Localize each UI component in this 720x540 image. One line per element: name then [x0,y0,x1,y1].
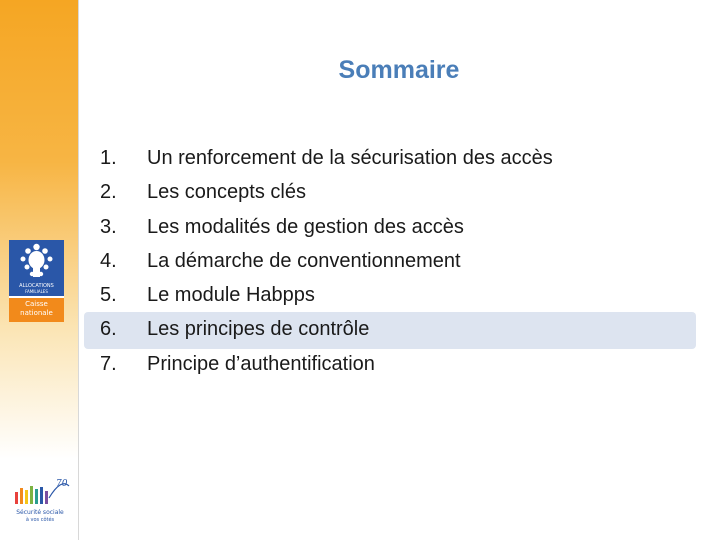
caf-logo [9,240,64,322]
secu-emblem-icon [9,472,71,508]
secu-logo-line2: à vos côtés [25,517,55,523]
item-text: Un renforcement de la sécurisation des accès [147,147,553,169]
item-text: Les concepts clés [147,181,306,204]
caf-logo-line4: nationale [20,309,53,317]
caf-logo-line2: FAMILIALES [25,289,48,294]
item-number: 4. [100,249,117,272]
item-text: La démarche de conventionnement [147,249,461,272]
caf-logo-band [9,298,64,322]
secu-logo-line1: Sécurité sociale [16,509,64,516]
item-number: 3. [100,215,117,238]
item-number: 2. [100,181,117,204]
item-number: 7. [100,352,117,375]
item-text: Les principes de contrôle [147,318,370,341]
caf-logo-line3: Caisse [25,300,48,308]
secu-logo [9,472,71,524]
item-number: 5. [100,284,117,307]
family-icon [9,240,64,282]
item-number: 6. [100,318,117,341]
item-text: Le module Habpps [147,284,315,307]
caf-logo-line1: ALLOCATIONS [19,283,54,289]
item-text: Principe d’authentification [147,352,375,375]
item-number: 1. [100,147,117,169]
slide-title: Sommaire [338,56,460,84]
item-text: Les modalités de gestion des accès [147,215,464,238]
caf-logo-emblem [9,240,64,296]
svg-text:70: 70 [56,479,68,489]
sidebar-band [0,0,79,540]
